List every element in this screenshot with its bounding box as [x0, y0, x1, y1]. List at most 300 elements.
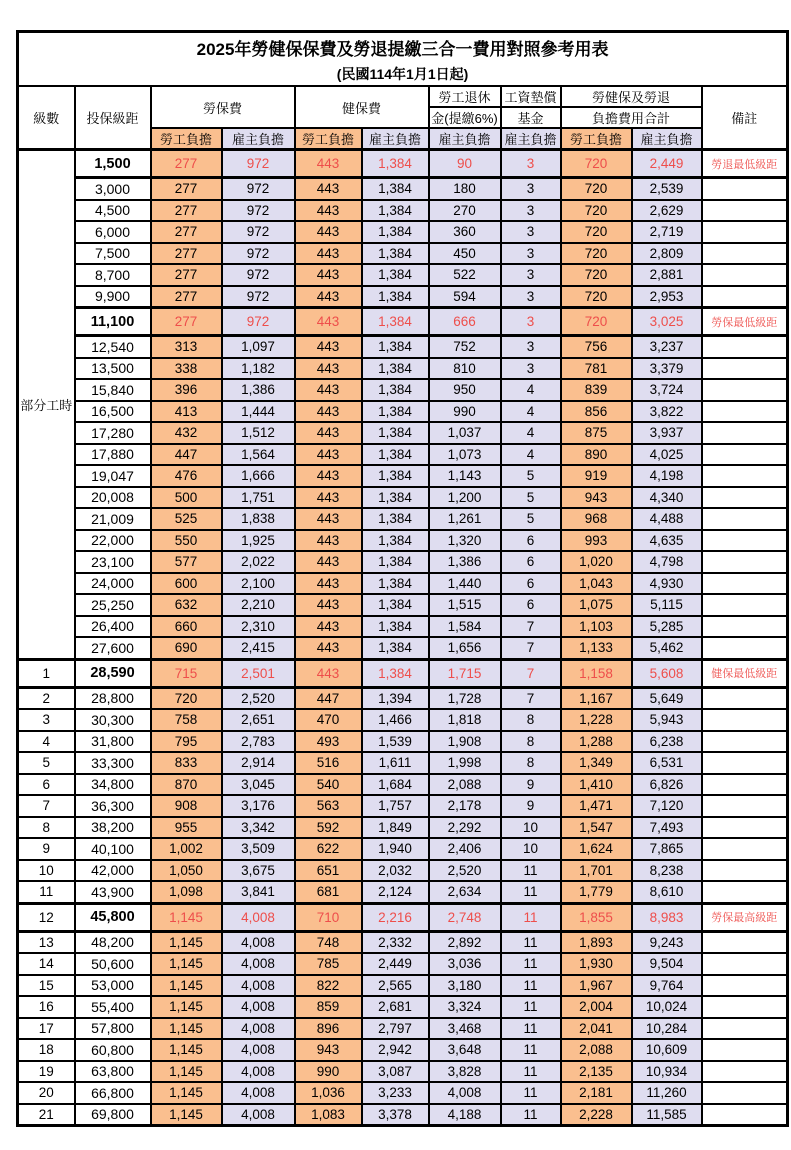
value-cell: 950 — [429, 379, 501, 401]
value-cell: 1,384 — [362, 594, 429, 616]
table-row — [18, 817, 788, 839]
value-cell: 1,145 — [151, 1104, 222, 1126]
note-cell — [702, 953, 788, 975]
value-cell: 4,198 — [632, 465, 702, 487]
value-cell: 1,103 — [561, 616, 632, 638]
value-cell: 1,394 — [362, 687, 429, 709]
value-cell: 1,584 — [429, 616, 501, 638]
value-cell: 1,384 — [362, 286, 429, 308]
value-cell: 1,145 — [151, 903, 222, 931]
value-cell: 1,384 — [362, 308, 429, 336]
bracket-cell: 21,009 — [75, 508, 151, 530]
value-cell: 3 — [501, 358, 561, 380]
table-row — [18, 178, 788, 200]
note-cell — [702, 336, 788, 358]
value-cell: 180 — [429, 178, 501, 200]
value-cell: 1,143 — [429, 465, 501, 487]
value-cell: 8 — [501, 709, 561, 731]
bracket-cell: 1,500 — [75, 150, 151, 178]
value-cell: 7 — [501, 616, 561, 638]
value-cell: 1,515 — [429, 594, 501, 616]
note-cell — [702, 286, 788, 308]
value-cell: 3,237 — [632, 336, 702, 358]
level-cell: 7 — [18, 795, 75, 817]
value-cell: 2,181 — [561, 1082, 632, 1104]
value-cell: 666 — [429, 308, 501, 336]
value-cell: 660 — [151, 616, 222, 638]
note-cell — [702, 996, 788, 1018]
value-cell: 2,178 — [429, 795, 501, 817]
table-row — [18, 774, 788, 796]
value-cell: 447 — [295, 687, 362, 709]
table-row — [18, 243, 788, 265]
value-cell: 4,488 — [632, 508, 702, 530]
table-row — [18, 530, 788, 552]
value-cell: 1,200 — [429, 487, 501, 509]
value-cell: 5 — [501, 508, 561, 530]
value-cell: 4,188 — [429, 1104, 501, 1126]
value-cell: 2,681 — [362, 996, 429, 1018]
value-cell: 6 — [501, 594, 561, 616]
value-cell: 11 — [501, 1018, 561, 1040]
table-row — [18, 264, 788, 286]
note-cell — [702, 530, 788, 552]
table-row-highlight — [18, 903, 788, 931]
value-cell: 1,182 — [222, 358, 295, 380]
value-cell: 432 — [151, 422, 222, 444]
note-cell: 勞退最低級距 — [702, 150, 788, 178]
table-row — [18, 637, 788, 659]
table-row-highlight — [18, 150, 788, 178]
value-cell: 810 — [429, 358, 501, 380]
bracket-cell: 42,000 — [75, 860, 151, 882]
value-cell: 2,953 — [632, 286, 702, 308]
table-row — [18, 573, 788, 595]
bracket-cell: 26,400 — [75, 616, 151, 638]
value-cell: 4 — [501, 401, 561, 423]
value-cell: 1,384 — [362, 178, 429, 200]
bracket-cell: 55,400 — [75, 996, 151, 1018]
value-cell: 443 — [295, 200, 362, 222]
bracket-cell: 17,880 — [75, 444, 151, 466]
value-cell: 277 — [151, 200, 222, 222]
value-cell: 1,384 — [362, 422, 429, 444]
value-cell: 1,384 — [362, 150, 429, 178]
level-cell: 19 — [18, 1061, 75, 1083]
note-cell: 健保最低級距 — [702, 659, 788, 687]
value-cell: 990 — [295, 1061, 362, 1083]
bracket-cell: 53,000 — [75, 975, 151, 997]
value-cell: 5,943 — [632, 709, 702, 731]
value-cell: 1,349 — [561, 752, 632, 774]
value-cell: 522 — [429, 264, 501, 286]
value-cell: 1,701 — [561, 860, 632, 882]
value-cell: 908 — [151, 795, 222, 817]
level-cell: 1 — [18, 659, 75, 687]
table-row — [18, 731, 788, 753]
subheader-labor-employer: 雇主負擔 — [222, 128, 295, 150]
value-cell: 11 — [501, 1082, 561, 1104]
value-cell: 443 — [295, 336, 362, 358]
value-cell: 896 — [295, 1018, 362, 1040]
subheader-wage-fund-employer: 雇主負擔 — [501, 128, 561, 150]
col-header-wage-fund-line2: 基金 — [501, 107, 561, 128]
value-cell: 592 — [295, 817, 362, 839]
value-cell: 720 — [561, 221, 632, 243]
value-cell: 11 — [501, 1039, 561, 1061]
note-cell — [702, 1082, 788, 1104]
fee-comparison-table — [16, 30, 789, 1127]
value-cell: 500 — [151, 487, 222, 509]
value-cell: 540 — [295, 774, 362, 796]
value-cell: 2,135 — [561, 1061, 632, 1083]
value-cell: 10 — [501, 838, 561, 860]
value-cell: 3,025 — [632, 308, 702, 336]
value-cell: 476 — [151, 465, 222, 487]
note-cell — [702, 200, 788, 222]
value-cell: 3,379 — [632, 358, 702, 380]
note-cell — [702, 1039, 788, 1061]
value-cell: 443 — [295, 637, 362, 659]
value-cell: 443 — [295, 594, 362, 616]
value-cell: 1,145 — [151, 1082, 222, 1104]
value-cell: 5 — [501, 487, 561, 509]
note-cell — [702, 709, 788, 731]
value-cell: 1,818 — [429, 709, 501, 731]
value-cell: 1,145 — [151, 1018, 222, 1040]
value-cell: 756 — [561, 336, 632, 358]
note-cell — [702, 401, 788, 423]
value-cell: 2,310 — [222, 616, 295, 638]
value-cell: 4,008 — [222, 1082, 295, 1104]
value-cell: 1,037 — [429, 422, 501, 444]
value-cell: 443 — [295, 508, 362, 530]
level-cell: 5 — [18, 752, 75, 774]
bracket-cell: 17,280 — [75, 422, 151, 444]
value-cell: 1,384 — [362, 465, 429, 487]
value-cell: 622 — [295, 838, 362, 860]
value-cell: 313 — [151, 336, 222, 358]
note-cell — [702, 594, 788, 616]
value-cell: 972 — [222, 150, 295, 178]
bracket-cell: 13,500 — [75, 358, 151, 380]
level-cell: 12 — [18, 903, 75, 931]
subheader-labor-employee: 勞工負擔 — [151, 128, 222, 150]
value-cell: 1,471 — [561, 795, 632, 817]
value-cell: 443 — [295, 243, 362, 265]
value-cell: 1,228 — [561, 709, 632, 731]
value-cell: 1,384 — [362, 616, 429, 638]
value-cell: 4,008 — [222, 903, 295, 931]
title-row — [18, 32, 788, 87]
value-cell: 3,841 — [222, 881, 295, 903]
title-cell — [18, 32, 788, 87]
value-cell: 10,024 — [632, 996, 702, 1018]
value-cell: 3,675 — [222, 860, 295, 882]
value-cell: 470 — [295, 709, 362, 731]
value-cell: 1,666 — [222, 465, 295, 487]
level-cell: 9 — [18, 838, 75, 860]
value-cell: 955 — [151, 817, 222, 839]
value-cell: 968 — [561, 508, 632, 530]
note-cell — [702, 752, 788, 774]
value-cell: 990 — [429, 401, 501, 423]
page-title: 2025年勞健保保費及勞退提繳三合一費用對照參考用表 — [196, 39, 609, 59]
value-cell: 3,036 — [429, 953, 501, 975]
col-header-bracket: 投保級距 — [75, 86, 151, 150]
level-cell: 6 — [18, 774, 75, 796]
bracket-cell: 43,900 — [75, 881, 151, 903]
value-cell: 1,440 — [429, 573, 501, 595]
note-cell — [702, 508, 788, 530]
col-header-pension-line1: 勞工退休 — [429, 86, 501, 107]
value-cell: 443 — [295, 444, 362, 466]
value-cell: 785 — [295, 953, 362, 975]
value-cell: 1,684 — [362, 774, 429, 796]
value-cell: 752 — [429, 336, 501, 358]
value-cell: 1,020 — [561, 551, 632, 573]
value-cell: 1,083 — [295, 1104, 362, 1126]
value-cell: 1,145 — [151, 931, 222, 953]
value-cell: 3 — [501, 336, 561, 358]
value-cell: 443 — [295, 308, 362, 336]
value-cell: 1,855 — [561, 903, 632, 931]
value-cell: 6,826 — [632, 774, 702, 796]
value-cell: 2,004 — [561, 996, 632, 1018]
col-header-note: 備註 — [702, 86, 788, 150]
value-cell: 563 — [295, 795, 362, 817]
value-cell: 3 — [501, 243, 561, 265]
value-cell: 3 — [501, 264, 561, 286]
value-cell: 2,520 — [429, 860, 501, 882]
value-cell: 1,261 — [429, 508, 501, 530]
note-cell — [702, 687, 788, 709]
bracket-cell: 3,000 — [75, 178, 151, 200]
bracket-cell: 60,800 — [75, 1039, 151, 1061]
bracket-cell: 63,800 — [75, 1061, 151, 1083]
table-row — [18, 1061, 788, 1083]
table-row — [18, 616, 788, 638]
value-cell: 651 — [295, 860, 362, 882]
value-cell: 4,008 — [222, 1039, 295, 1061]
level-cell: 11 — [18, 881, 75, 903]
value-cell: 3,180 — [429, 975, 501, 997]
value-cell: 3,828 — [429, 1061, 501, 1083]
bracket-cell: 48,200 — [75, 931, 151, 953]
value-cell: 3,045 — [222, 774, 295, 796]
note-cell — [702, 1018, 788, 1040]
value-cell: 943 — [295, 1039, 362, 1061]
bracket-cell: 69,800 — [75, 1104, 151, 1126]
value-cell: 9 — [501, 774, 561, 796]
value-cell: 443 — [295, 150, 362, 178]
value-cell: 277 — [151, 221, 222, 243]
value-cell: 1,779 — [561, 881, 632, 903]
value-cell: 1,656 — [429, 637, 501, 659]
value-cell: 2,520 — [222, 687, 295, 709]
value-cell: 2,634 — [429, 881, 501, 903]
value-cell: 972 — [222, 221, 295, 243]
value-cell: 3 — [501, 150, 561, 178]
level-cell: 10 — [18, 860, 75, 882]
value-cell: 1,386 — [222, 379, 295, 401]
level-cell: 13 — [18, 931, 75, 953]
value-cell: 3,087 — [362, 1061, 429, 1083]
value-cell: 748 — [295, 931, 362, 953]
value-cell: 943 — [561, 487, 632, 509]
level-cell: 17 — [18, 1018, 75, 1040]
value-cell: 277 — [151, 178, 222, 200]
value-cell: 1,145 — [151, 996, 222, 1018]
bracket-cell: 28,800 — [75, 687, 151, 709]
value-cell: 1,384 — [362, 637, 429, 659]
table-row — [18, 465, 788, 487]
value-cell: 270 — [429, 200, 501, 222]
value-cell: 720 — [561, 264, 632, 286]
value-cell: 1,908 — [429, 731, 501, 753]
value-cell: 5,462 — [632, 637, 702, 659]
value-cell: 870 — [151, 774, 222, 796]
value-cell: 690 — [151, 637, 222, 659]
value-cell: 10,284 — [632, 1018, 702, 1040]
value-cell: 1,838 — [222, 508, 295, 530]
col-header-health-insurance: 健保費 — [295, 86, 429, 128]
value-cell: 4,025 — [632, 444, 702, 466]
value-cell: 443 — [295, 659, 362, 687]
value-cell: 2,124 — [362, 881, 429, 903]
level-cell: 2 — [18, 687, 75, 709]
value-cell: 1,386 — [429, 551, 501, 573]
value-cell: 7 — [501, 687, 561, 709]
value-cell: 10,934 — [632, 1061, 702, 1083]
value-cell: 443 — [295, 422, 362, 444]
value-cell: 6 — [501, 573, 561, 595]
value-cell: 443 — [295, 178, 362, 200]
value-cell: 4 — [501, 379, 561, 401]
value-cell: 720 — [561, 308, 632, 336]
value-cell: 2,914 — [222, 752, 295, 774]
value-cell: 1,384 — [362, 379, 429, 401]
level-cell: 3 — [18, 709, 75, 731]
value-cell: 396 — [151, 379, 222, 401]
value-cell: 3,176 — [222, 795, 295, 817]
value-cell: 1,930 — [561, 953, 632, 975]
value-cell: 1,512 — [222, 422, 295, 444]
value-cell: 822 — [295, 975, 362, 997]
note-cell — [702, 178, 788, 200]
value-cell: 715 — [151, 659, 222, 687]
value-cell: 5,285 — [632, 616, 702, 638]
value-cell: 443 — [295, 530, 362, 552]
note-cell: 勞保最高級距 — [702, 903, 788, 931]
value-cell: 1,611 — [362, 752, 429, 774]
value-cell: 1,002 — [151, 838, 222, 860]
table-row — [18, 975, 788, 997]
value-cell: 1,158 — [561, 659, 632, 687]
value-cell: 550 — [151, 530, 222, 552]
value-cell: 8 — [501, 752, 561, 774]
value-cell: 3 — [501, 221, 561, 243]
value-cell: 859 — [295, 996, 362, 1018]
value-cell: 4,340 — [632, 487, 702, 509]
table-row — [18, 444, 788, 466]
page-subtitle: (民國114年1月1日起) — [336, 65, 469, 82]
value-cell: 2,415 — [222, 637, 295, 659]
value-cell: 2,892 — [429, 931, 501, 953]
value-cell: 277 — [151, 308, 222, 336]
value-cell: 4,798 — [632, 551, 702, 573]
value-cell: 781 — [561, 358, 632, 380]
value-cell: 6 — [501, 551, 561, 573]
level-cell: 16 — [18, 996, 75, 1018]
level-cell: 20 — [18, 1082, 75, 1104]
subheader-health-employee: 勞工負擔 — [295, 128, 362, 150]
bracket-cell: 22,000 — [75, 530, 151, 552]
value-cell: 7,865 — [632, 838, 702, 860]
value-cell: 7 — [501, 637, 561, 659]
col-header-total-line2: 負擔費用合計 — [561, 107, 702, 128]
value-cell: 516 — [295, 752, 362, 774]
value-cell: 1,288 — [561, 731, 632, 753]
value-cell: 11,260 — [632, 1082, 702, 1104]
value-cell: 2,501 — [222, 659, 295, 687]
value-cell: 1,384 — [362, 243, 429, 265]
table-row — [18, 752, 788, 774]
table-row — [18, 221, 788, 243]
value-cell: 5,649 — [632, 687, 702, 709]
level-cell: 14 — [18, 953, 75, 975]
value-cell: 1,384 — [362, 551, 429, 573]
value-cell: 443 — [295, 286, 362, 308]
value-cell: 1,466 — [362, 709, 429, 731]
table-body — [18, 150, 788, 1126]
value-cell: 2,406 — [429, 838, 501, 860]
value-cell: 11 — [501, 1104, 561, 1126]
value-cell: 1,145 — [151, 975, 222, 997]
value-cell: 4,930 — [632, 573, 702, 595]
value-cell: 3,233 — [362, 1082, 429, 1104]
value-cell: 3,724 — [632, 379, 702, 401]
value-cell: 2,797 — [362, 1018, 429, 1040]
value-cell: 338 — [151, 358, 222, 380]
value-cell: 9,504 — [632, 953, 702, 975]
value-cell: 875 — [561, 422, 632, 444]
value-cell: 833 — [151, 752, 222, 774]
note-cell — [702, 551, 788, 573]
value-cell: 1,384 — [362, 264, 429, 286]
table-row-highlight — [18, 308, 788, 336]
value-cell: 3,342 — [222, 817, 295, 839]
value-cell: 4,008 — [222, 931, 295, 953]
value-cell: 2,088 — [561, 1039, 632, 1061]
bracket-cell: 12,540 — [75, 336, 151, 358]
value-cell: 3 — [501, 286, 561, 308]
value-cell: 1,757 — [362, 795, 429, 817]
value-cell: 2,651 — [222, 709, 295, 731]
table-row — [18, 594, 788, 616]
value-cell: 1,940 — [362, 838, 429, 860]
value-cell: 2,565 — [362, 975, 429, 997]
value-cell: 1,715 — [429, 659, 501, 687]
value-cell: 413 — [151, 401, 222, 423]
value-cell: 972 — [222, 178, 295, 200]
value-cell: 720 — [561, 178, 632, 200]
value-cell: 6,531 — [632, 752, 702, 774]
value-cell: 443 — [295, 573, 362, 595]
value-cell: 2,449 — [632, 150, 702, 178]
bracket-cell: 57,800 — [75, 1018, 151, 1040]
table-row — [18, 931, 788, 953]
